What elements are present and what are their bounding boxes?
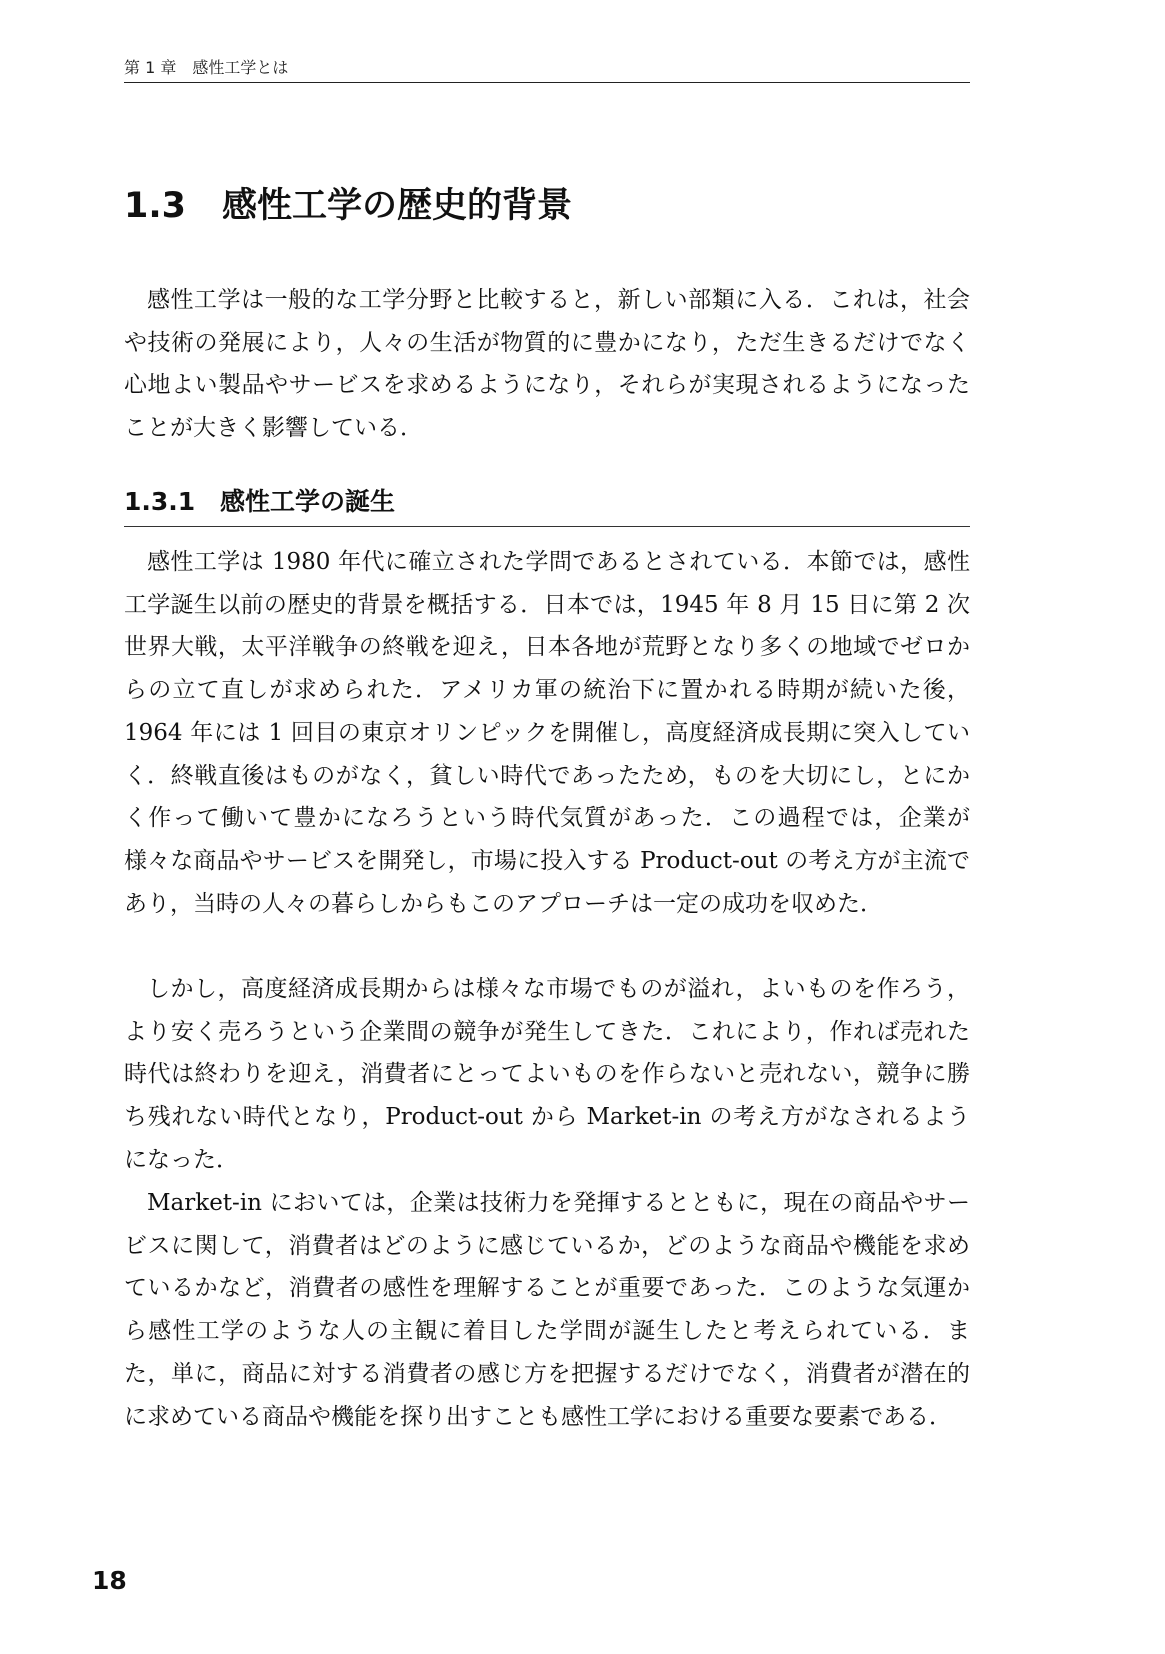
- subsection-rule: [124, 526, 970, 527]
- running-header: 第 1 章 感性工学とは: [124, 58, 289, 77]
- section-number: 1.3: [124, 186, 187, 226]
- intro-paragraph: 感性工学は一般的な工学分野と比較すると，新しい部類に入る．これは，社会や技術の発展により，人々の生活が物質的に豊かになり，ただ生きるだけでなく心地よい製品やサービスを求めるようになり，それらが実現されるようになったことが大きく影響している．: [124, 287, 970, 442]
- page-number: 18: [92, 1566, 127, 1595]
- subsection-title-text: 感性工学の誕生: [220, 487, 396, 516]
- subsection-number: 1.3.1: [124, 487, 196, 516]
- section-title-text: 感性工学の歴史的背景: [222, 186, 573, 226]
- body-paragraph: しかし，高度経済成長期からは様々な市場でものが溢れ，よいものを作ろう，より安く売ろうという企業間の競争が発生してきた．これにより，作れば売れた時代は終わりを迎え，消費者にとってよいものを作らないと売れない，競争に勝ち残れない時代となり，Product-out から Market-in の考え方がなされるようになった．: [124, 976, 970, 1173]
- section-title: [124, 180, 970, 232]
- body-paragraph: 感性工学は 1980 年代に確立された学問であるとされている．本節では，感性工学誕生以前の歴史的背景を概括する．日本では，1945 年 8 月 15 日に第 2 次世界大戦，太平洋戦争の終戦を迎え，日本各地が荒野となり多くの地域でゼロからの立て直しが求められた．アメリカ軍の統治下に置かれる時期が続いた後，1964 年には 1 回目の東京オリンピックを開催し，高度経済成長期に突入していく．終戦直後はものがなく，貧しい時代であったため，ものを大切にし，とにかく作って働いて豊かになろうという時代気質があった．この過程では，企業が様々な商品やサービスを開発し，市場に投入する Product-out の考え方が主流であり，当時の人々の暮らしからもこのアプローチは一定の成功を収めた．: [124, 549, 970, 917]
- subsection-title: [124, 484, 970, 520]
- body-paragraph: Market-in においては，企業は技術力を発揮するとともに，現在の商品やサービスに関して，消費者はどのように感じているか，どのような商品や機能を求めているかなど，消費者の感性を理解することが重要であった．このような気運から感性工学のような人の主観に着目した学問が誕生したと考えられている．また，単に，商品に対する消費者の感じ方を把握するだけでなく，消費者が潜在的に求めている商品や機能を探り出すことも感性工学における重要な要素である．: [124, 1190, 970, 1430]
- header-rule: [124, 82, 970, 83]
